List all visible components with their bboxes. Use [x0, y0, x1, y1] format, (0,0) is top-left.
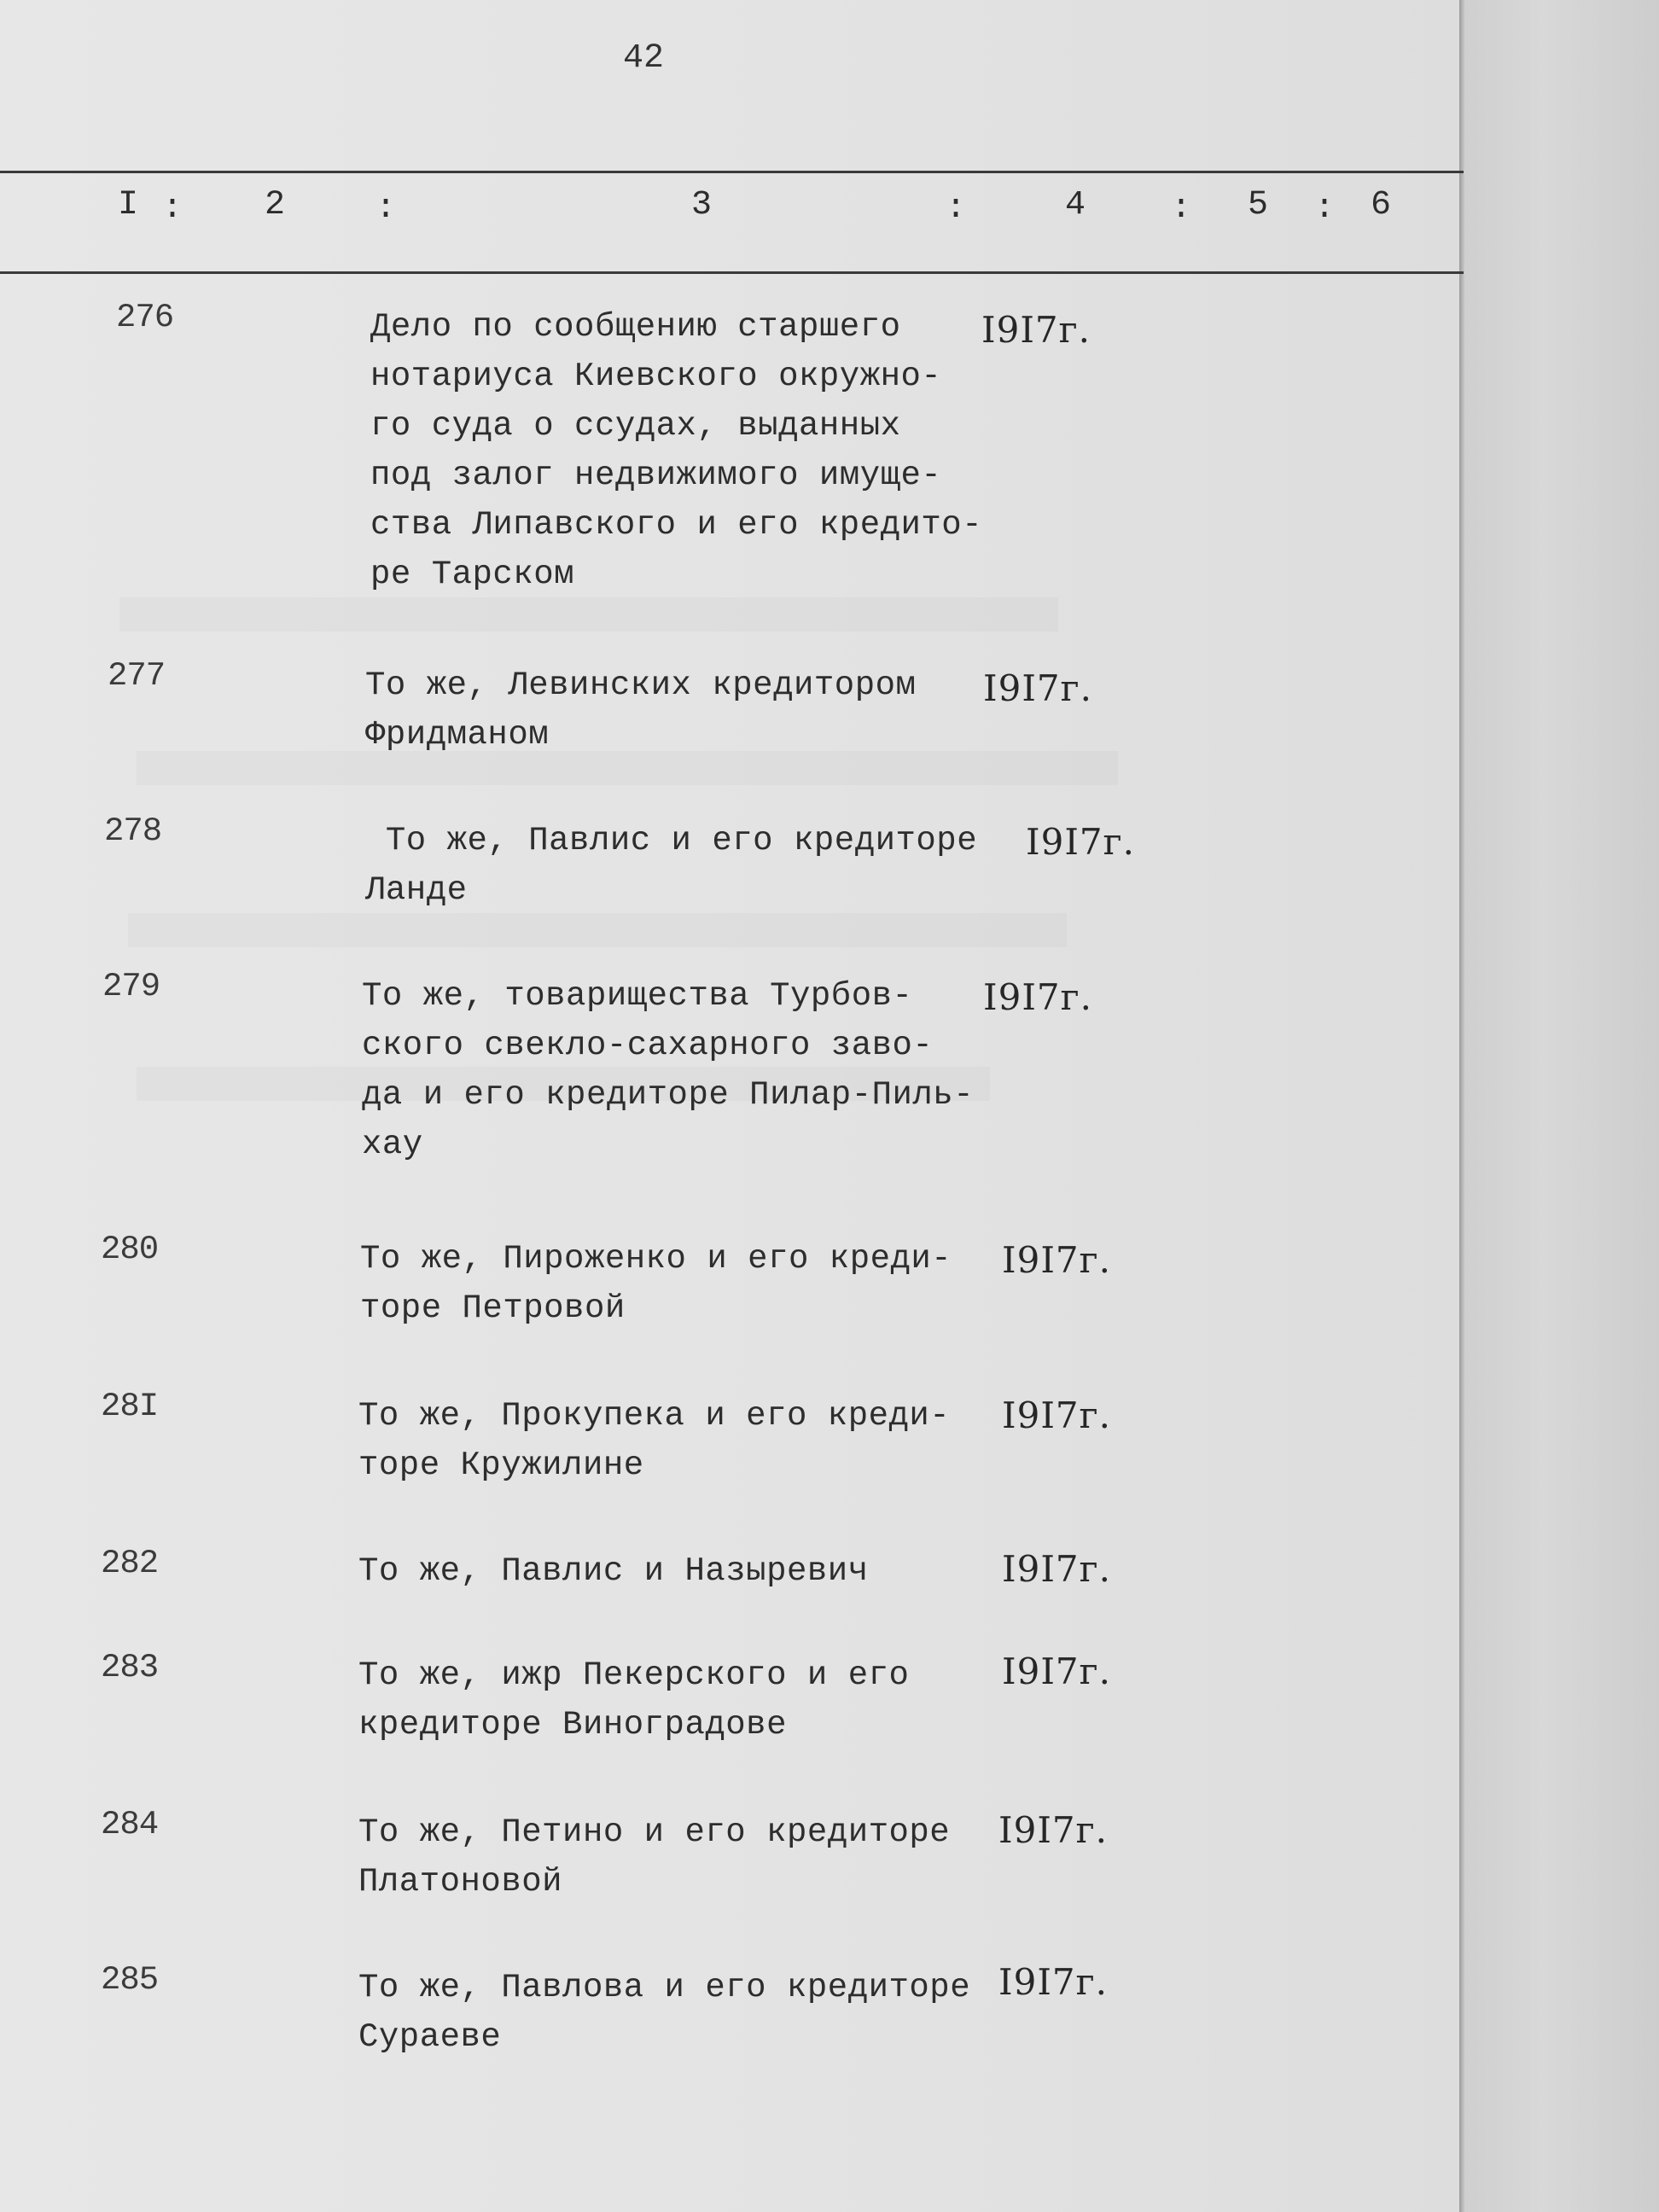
entry-number: 284 — [101, 1806, 159, 1843]
column-header-3: 3 — [691, 186, 713, 224]
bleed-through — [119, 597, 1058, 632]
header-rule-top — [0, 171, 1464, 173]
column-header-5: 5 — [1248, 186, 1269, 224]
entry-date: I9I7г. — [1002, 1548, 1111, 1590]
bleed-through — [128, 913, 1067, 947]
entry-description: То же, Петино и его кредиторе Платоновой — [358, 1813, 951, 1901]
column-separator: : — [1171, 189, 1192, 228]
entry-date: I9I7г. — [981, 309, 1091, 351]
entry-number: 280 — [101, 1231, 159, 1268]
entry-date: I9I7г. — [983, 976, 1092, 1018]
entry-date: I9I7г. — [998, 1809, 1108, 1851]
entry-description: То же, Левинских кредитором Фридманом — [365, 667, 917, 754]
entry-description: Дело по сообщению старшего нотариуса Киевского окружно- го суда о ссудах, выданных под залог недвижимого имуще- ства Липавского и его кредито- ре Тарском — [370, 308, 983, 593]
entry-description: То же, Павлис и Назыревич — [358, 1552, 869, 1590]
entry-number: 279 — [102, 968, 160, 1005]
entry-number: 277 — [108, 657, 166, 695]
column-header-4: 4 — [1065, 186, 1086, 224]
column-header-1: I — [118, 186, 139, 224]
entry-number: 283 — [101, 1649, 159, 1686]
column-header-6: 6 — [1371, 186, 1392, 224]
entry-description: То же, Прокупека и его креди- торе Кружилине — [358, 1397, 951, 1484]
entry-description: То же, Пироженко и его креди- торе Петровой — [360, 1240, 952, 1327]
entry-description: То же, Павлова и его кредиторе Сураеве — [358, 1969, 971, 2056]
entry-number: 276 — [116, 299, 174, 336]
column-separator: : — [162, 189, 183, 228]
column-header-2: 2 — [265, 186, 286, 224]
entry-date: I9I7г. — [1002, 1394, 1111, 1436]
header-rule-bottom — [0, 271, 1464, 274]
entry-description: То же, ижр Пекерского и его кредиторе Виноградове — [358, 1656, 910, 1743]
entry-number: 278 — [104, 812, 162, 850]
page-number: 42 — [623, 39, 665, 78]
column-separator: : — [375, 189, 397, 228]
entry-number: 282 — [101, 1545, 159, 1582]
entry-description: То же, товарищества Турбов- ского свекло-сахарного заво- да и его кредиторе Пилар-Пиль- хау — [362, 977, 975, 1163]
entry-date: I9I7г. — [1002, 1650, 1111, 1692]
entry-date: I9I7г. — [1002, 1239, 1111, 1281]
column-separator: : — [946, 189, 967, 228]
entry-date: I9I7г. — [1026, 821, 1135, 863]
entry-number: 28I — [101, 1388, 159, 1425]
entry-description: То же, Павлис и его кредиторе Ланде — [365, 822, 978, 909]
entry-date: I9I7г. — [983, 667, 1092, 709]
entry-number: 285 — [101, 1961, 159, 1999]
adjacent-sheet — [1464, 0, 1659, 2212]
entry-date: I9I7г. — [998, 1961, 1108, 2003]
column-separator: : — [1314, 189, 1336, 228]
